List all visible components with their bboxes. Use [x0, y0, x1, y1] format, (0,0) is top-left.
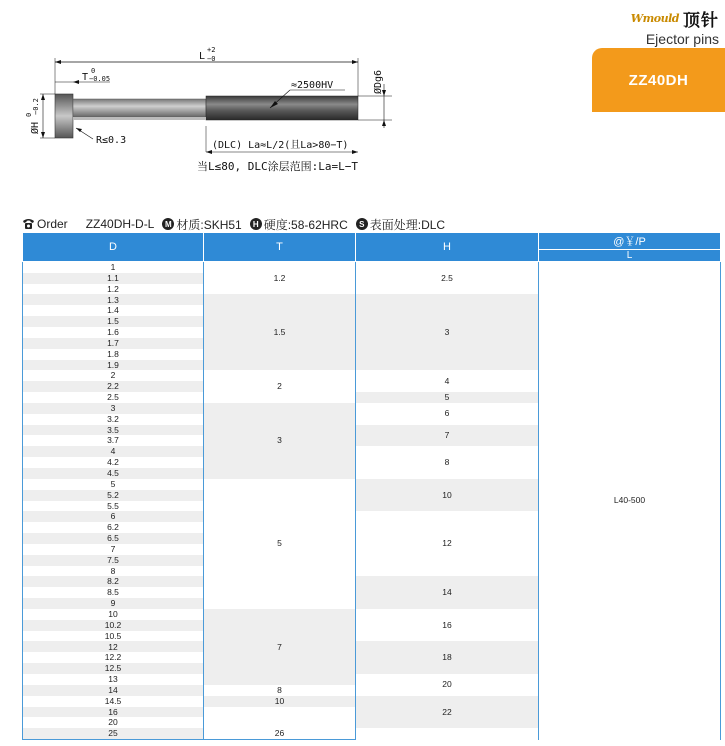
- cell-t: 3: [204, 403, 356, 479]
- header-price: @￥/P: [539, 233, 721, 250]
- cell-d: 4.2: [23, 457, 204, 468]
- brand-logo: Wmould: [630, 12, 679, 25]
- product-code-badge: [592, 48, 725, 112]
- cell-t: 8: [204, 685, 356, 696]
- radius-label: R≤0.3: [96, 135, 127, 146]
- table-row: [23, 262, 721, 273]
- brand-header: [609, 6, 719, 47]
- cell-d: 2: [23, 370, 204, 381]
- cell-d: 4.5: [23, 468, 204, 479]
- dim-t-label: T: [82, 72, 89, 83]
- cell-d: 1.5: [23, 316, 204, 327]
- cell-h: 20: [356, 674, 539, 696]
- cell-h: 22: [356, 696, 539, 729]
- cell-d: 7: [23, 544, 204, 555]
- cell-h: 14: [356, 576, 539, 609]
- cell-d: 3: [23, 403, 204, 414]
- cell-d: 10: [23, 609, 204, 620]
- hardness-label: ≈2500HV: [291, 80, 334, 91]
- order-label: Order: [37, 217, 68, 231]
- pin-shaft-shadow: [73, 117, 206, 120]
- surface-segment: [356, 216, 445, 233]
- cell-d: 12.5: [23, 663, 204, 674]
- surface-label: 表面处理:DLC: [369, 217, 446, 232]
- cell-d: 8: [23, 566, 204, 577]
- cell-d: 8.5: [23, 587, 204, 598]
- order-info-line: [22, 216, 453, 232]
- cell-d: 6: [23, 511, 204, 522]
- dim-l-tol-lower: −0: [207, 55, 216, 63]
- cell-t: 7: [204, 609, 356, 685]
- cell-d: 3.2: [23, 414, 204, 425]
- cell-h: 2.5: [356, 262, 539, 295]
- cell-d: 2.5: [23, 392, 204, 403]
- cell-d: 9: [23, 598, 204, 609]
- cell-d: 1.7: [23, 338, 204, 349]
- cell-d: 2.2: [23, 381, 204, 392]
- product-title-cn: 顶针: [683, 11, 719, 30]
- dlc-range-note: 当L≤80, DLC涂层范围:La=L−T: [197, 160, 358, 173]
- cell-h: 10: [356, 479, 539, 512]
- cell-h: 18: [356, 641, 539, 674]
- cell-t: 1.2: [204, 262, 356, 295]
- product-code: ZZ40DH: [628, 71, 689, 89]
- dim-l-tol-upper: +2: [207, 46, 216, 54]
- cell-d: 16: [23, 707, 204, 718]
- order-code: ZZ40DH-D-L: [85, 217, 155, 231]
- cell-t: 2: [204, 370, 356, 403]
- cell-d: 4: [23, 446, 204, 457]
- order-segment: [22, 217, 68, 231]
- cell-h: 6: [356, 403, 539, 425]
- cell-d: 3.7: [23, 435, 204, 446]
- material-segment: [162, 216, 241, 233]
- header-d: D: [23, 233, 204, 262]
- cell-d: 1.2: [23, 284, 204, 295]
- pin-shaft-plain: [73, 99, 206, 117]
- product-title-en: Ejector pins: [645, 31, 719, 47]
- cell-d: 1.4: [23, 305, 204, 316]
- cell-d: 1: [23, 262, 204, 273]
- dim-l-label: L: [199, 51, 206, 62]
- cell-d: 8.2: [23, 576, 204, 587]
- cell-d: 13: [23, 674, 204, 685]
- dim-t-tol-lower: −0.05: [89, 75, 111, 83]
- cell-d: 12.2: [23, 652, 204, 663]
- header-h: H: [356, 233, 539, 262]
- cell-t: 10: [204, 696, 356, 707]
- cell-d: 14: [23, 685, 204, 696]
- cell-d: 1.9: [23, 360, 204, 371]
- cell-d: 3.5: [23, 425, 204, 436]
- spec-table-body: [23, 262, 721, 740]
- pin-head: [55, 94, 73, 138]
- header-l: L: [539, 250, 721, 262]
- cell-h: 4: [356, 370, 539, 392]
- hardness-icon: H: [250, 218, 262, 230]
- material-label: 材质:SKH51: [176, 217, 242, 232]
- cell-d: 20: [23, 717, 204, 728]
- cell-h: 26: [204, 728, 356, 739]
- brand-line: [609, 6, 719, 31]
- spec-table-wrap: [22, 232, 720, 740]
- cell-h: 8: [356, 446, 539, 479]
- hardness-spec: 硬度:58-62HRC: [263, 217, 348, 232]
- cell-d: 6.5: [23, 533, 204, 544]
- dim-h-tol-lower: −0.2: [32, 98, 40, 115]
- cell-d: 14.5: [23, 696, 204, 707]
- material-icon: M: [162, 218, 174, 230]
- header-t: T: [204, 233, 356, 262]
- cell-d: 25: [23, 728, 204, 739]
- phone-icon: [22, 218, 35, 230]
- cell-t: 1.5: [204, 294, 356, 370]
- cell-d: 10.5: [23, 631, 204, 642]
- cell-d: 5.2: [23, 490, 204, 501]
- cell-d: 5: [23, 479, 204, 490]
- cell-d: 1.3: [23, 294, 204, 305]
- cell-d: 1.8: [23, 349, 204, 360]
- dim-h-label: ØH: [30, 121, 41, 134]
- cell-d: 7.5: [23, 555, 204, 566]
- cell-d: 10.2: [23, 620, 204, 631]
- spec-table: [22, 232, 721, 740]
- cell-d: 6.2: [23, 522, 204, 533]
- cell-d: 5.5: [23, 501, 204, 512]
- cell-h: 5: [356, 392, 539, 403]
- cell-d: 1.6: [23, 327, 204, 338]
- hardness-segment: [250, 216, 348, 233]
- pin-drawing: [0, 0, 420, 185]
- cell-h: 12: [356, 511, 539, 576]
- cell-t: 5: [204, 479, 356, 609]
- cell-d: 1.1: [23, 273, 204, 284]
- cell-h: 3: [356, 294, 539, 370]
- cell-d: 12: [23, 641, 204, 652]
- cell-h: 7: [356, 425, 539, 447]
- surface-icon: S: [356, 218, 368, 230]
- cell-l-range: L40-500: [539, 262, 721, 740]
- dim-h-tol-upper: 0: [25, 112, 33, 117]
- dim-t-tol-upper: 0: [91, 67, 96, 75]
- cell-h: 16: [356, 609, 539, 642]
- pin-shaft-dlc: [206, 96, 358, 120]
- dlc-note: (DLC) La≈L/2(且La>80−T): [212, 140, 349, 151]
- dim-d-label: ØDg6: [373, 69, 384, 94]
